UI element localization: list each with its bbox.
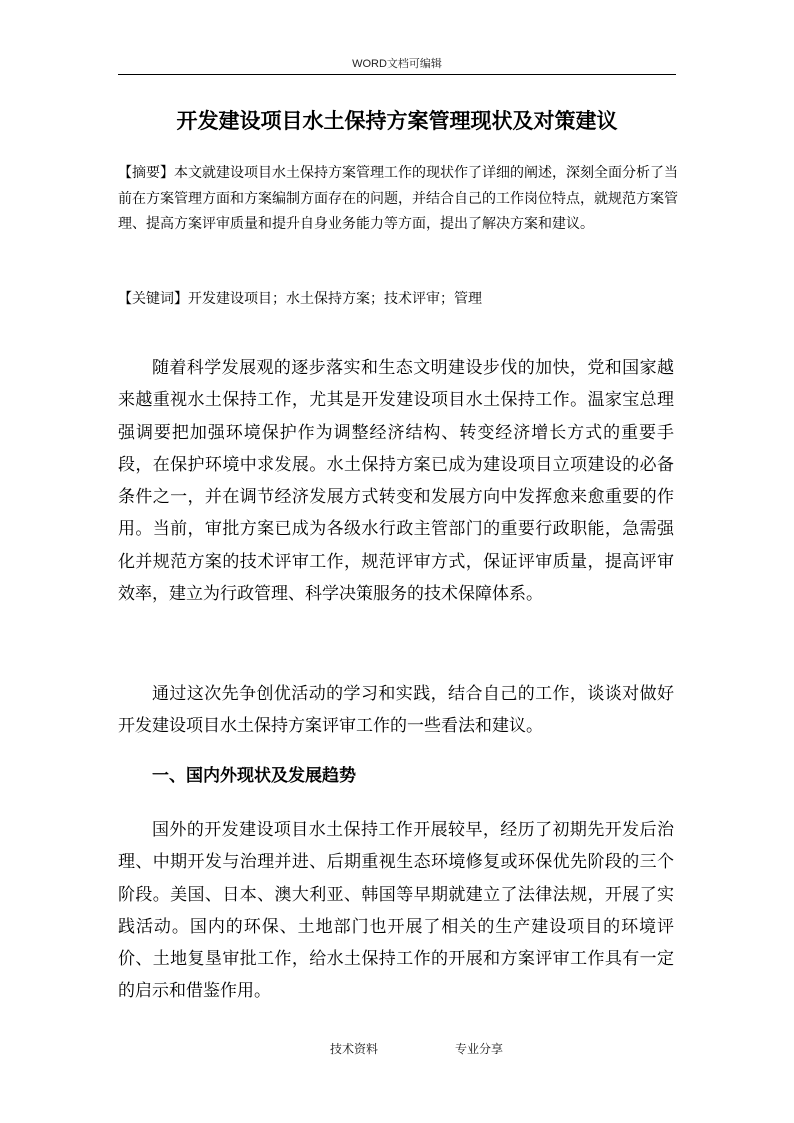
page-header: WORD文档可编辑 xyxy=(352,58,442,70)
body-paragraph-2: 通过这次先争创优活动的学习和实践，结合自己的工作，谈谈对做好开发建设项目水土保持方案评审工作的一些看法和建议。 xyxy=(118,684,674,737)
abstract-paragraph: 【摘要】本文就建设项目水土保持方案管理工作的现状作了详细的阐述，深刻全面分析了当前在方案管理方面和方案编制方面存在的问题，并结合自己的工作岗位特点，就规范方案管理、提高方案评审质量和提升自身业务能力等方面，提出了解决方案和建议。 xyxy=(118,165,678,232)
footer-right-text: 专业分享 xyxy=(455,1042,504,1056)
document-title: 开发建设项目水土保持方案管理现状及对策建议 xyxy=(176,108,618,133)
header-divider xyxy=(118,74,676,75)
body-paragraph-1: 随着科学发展观的逐步落实和生态文明建设步伐的加快，党和国家越来越重视水土保持工作，尤其是开发建设项目水土保持工作。温家宝总理强调要把加强环境保护作为调整经济结构、转变经济增长方式的重要手段，在保护环境中求发展。水土保持方案已成为建设项目立项建设的必备条件之一，并在调节经济发展方式转变和发展方向中发挥愈来愈重要的作用。当前，审批方案已成为各级水行政主管部门的重要行政职能，急需强化并规范方案的技术评审工作，规范评审方式，保证评审质量，提高评审效率，建立为行政管理、科学决策服务的技术保障体系。 xyxy=(118,358,674,605)
footer-left-text: 技术资料 xyxy=(330,1042,379,1056)
keywords-line: 【关键词】开发建设项目；水土保持方案；技术评审；管理 xyxy=(118,291,482,307)
body-paragraph-3: 国外的开发建设项目水土保持工作开展较早，经历了初期先开发后治理、中期开发与治理并进、后期重视生态环境修复或环保优先阶段的三个阶段。美国、日本、澳大利亚、韩国等早期就建立了法律法规，开展了实践活动。国内的环保、土地部门也开展了相关的生产建设项目的环境评价、土地复垦审批工作，给水土保持工作的开展和方案评审工作具有一定的启示和借鉴作用。 xyxy=(118,820,674,1002)
section-heading-1: 一、国内外现状及发展趋势 xyxy=(152,766,356,786)
